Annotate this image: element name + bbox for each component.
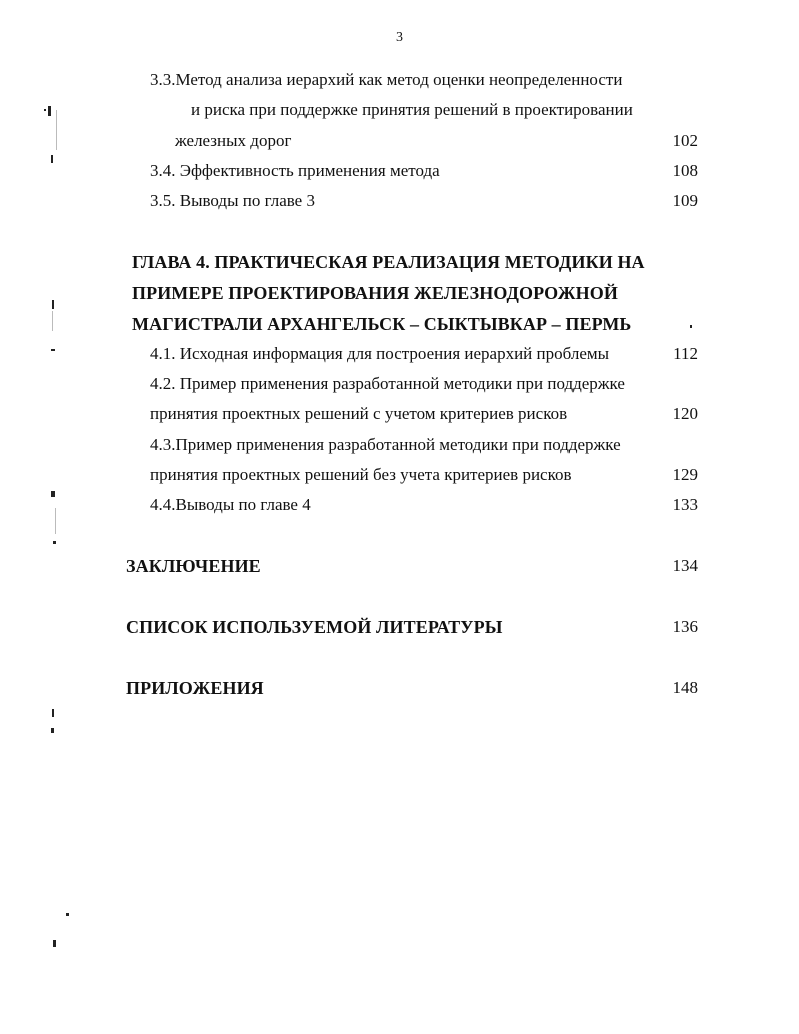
chapter-4-heading-line1[interactable]: ГЛАВА 4. ПРАКТИЧЕСКАЯ РЕАЛИЗАЦИЯ МЕТОДИКИ НА xyxy=(132,252,645,272)
scan-faint-line xyxy=(55,508,56,534)
scan-speck xyxy=(51,728,54,733)
toc-page-3-4: 108 xyxy=(672,161,698,180)
scan-faint-line xyxy=(56,110,57,150)
toc-entry-3-3-line3[interactable]: железных дорог xyxy=(175,131,292,150)
scan-speck xyxy=(53,541,56,544)
toc-page-conclusion: 134 xyxy=(672,556,698,575)
scan-speck xyxy=(690,325,692,328)
scan-speck xyxy=(52,709,54,717)
toc-entry-4-3-line2[interactable]: принятия проектных решений без учета критериев рисков xyxy=(150,465,572,484)
scan-speck xyxy=(51,155,53,163)
toc-entry-3-3-line1[interactable]: 3.3.Метод анализа иерархий как метод оценки неопределенности xyxy=(150,70,623,89)
scan-speck xyxy=(48,106,51,116)
toc-page-appendices: 148 xyxy=(672,678,698,697)
scan-speck xyxy=(51,349,55,351)
page-number: 3 xyxy=(396,30,403,45)
chapter-4-heading-line2[interactable]: ПРИМЕРЕ ПРОЕКТИРОВАНИЯ ЖЕЛЕЗНОДОРОЖНОЙ xyxy=(132,283,618,303)
toc-entry-conclusion[interactable]: ЗАКЛЮЧЕНИЕ xyxy=(126,556,261,576)
toc-entry-4-2-line2[interactable]: принятия проектных решений с учетом критериев рисков xyxy=(150,404,568,423)
toc-entry-3-5[interactable]: 3.5. Выводы по главе 3 xyxy=(150,191,315,210)
toc-entry-references[interactable]: СПИСОК ИСПОЛЬЗУЕМОЙ ЛИТЕРАТУРЫ xyxy=(126,617,503,637)
toc-entry-appendices[interactable]: ПРИЛОЖЕНИЯ xyxy=(126,678,264,698)
scan-speck xyxy=(44,109,46,111)
toc-entry-3-3-line2[interactable]: и риска при поддержке принятия решений в проектировании xyxy=(191,100,633,119)
toc-page-3-5: 109 xyxy=(672,191,698,210)
toc-entry-4-2-line1[interactable]: 4.2. Пример применения разработанной методики при поддержке xyxy=(150,374,625,393)
scan-speck xyxy=(52,300,54,309)
toc-page-4-2: 120 xyxy=(672,404,698,423)
scan-faint-line xyxy=(52,311,53,331)
toc-entry-3-4[interactable]: 3.4. Эффективность применения метода xyxy=(150,161,440,180)
toc-entry-4-1[interactable]: 4.1. Исходная информация для построения иерархий проблемы xyxy=(150,344,610,363)
toc-page-3-3: 102 xyxy=(672,131,698,150)
toc-entry-4-4[interactable]: 4.4.Выводы по главе 4 xyxy=(150,495,311,514)
toc-entry-4-3-line1[interactable]: 4.3.Пример применения разработанной методики при поддержке xyxy=(150,435,621,454)
toc-page-4-4: 133 xyxy=(672,495,698,514)
chapter-4-heading-line3[interactable]: МАГИСТРАЛИ АРХАНГЕЛЬСК – СЫКТЫВКАР – ПЕРМЬ xyxy=(132,314,632,334)
toc-page-references: 136 xyxy=(672,617,698,636)
scan-speck xyxy=(66,913,69,916)
scan-speck xyxy=(51,491,55,497)
toc-page-4-3: 129 xyxy=(672,465,698,484)
toc-page-4-1: 112 xyxy=(673,344,698,363)
scan-speck xyxy=(53,940,56,947)
